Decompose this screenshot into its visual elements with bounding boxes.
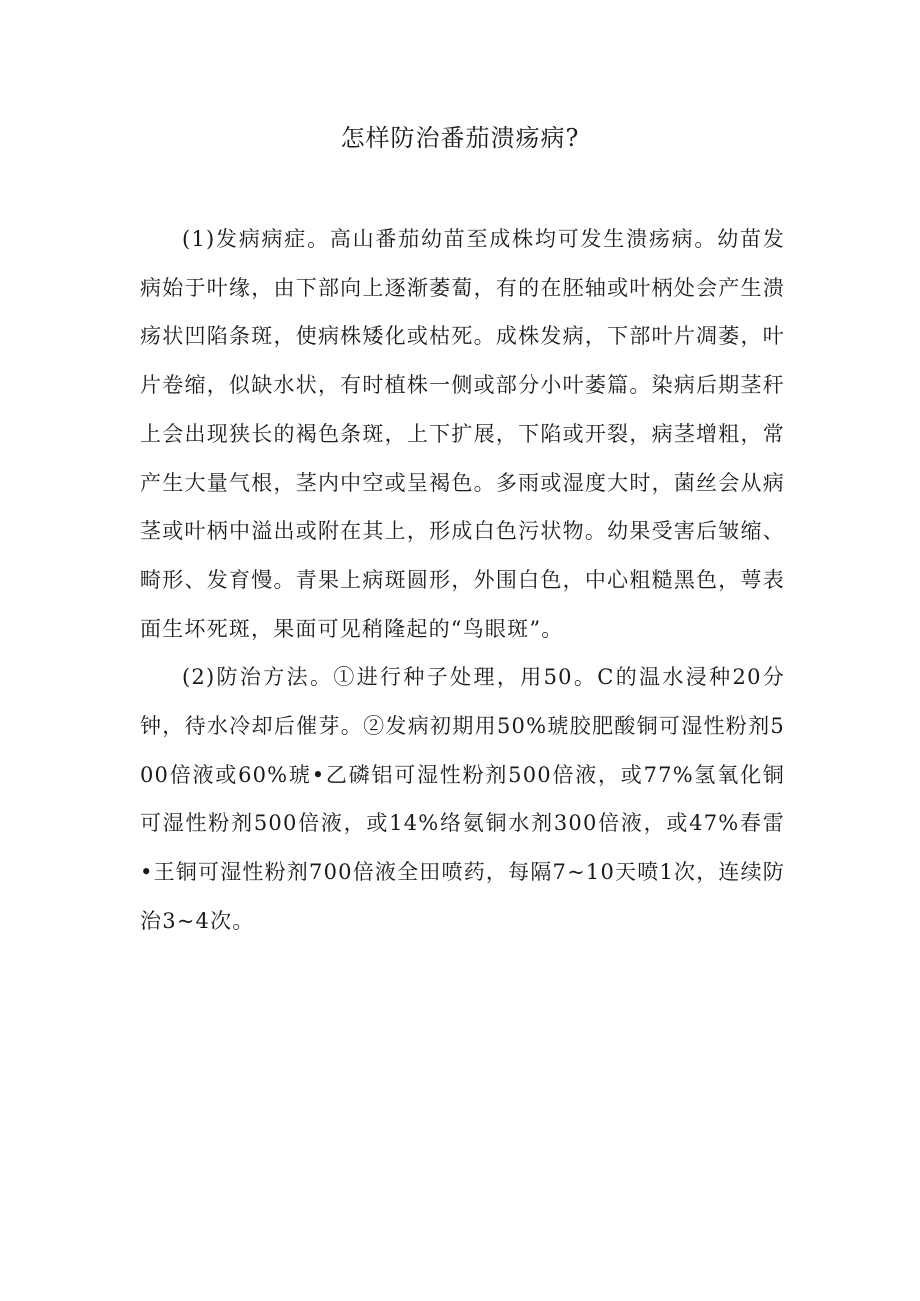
paragraph-control-methods: (2)防治方法。①进行种子处理，用50。C的温水浸种20分钟，待水冷却后催芽。②发病初期用50%琥胶肥酸铜可湿性粉剂500倍液或60%琥•乙磷铝可湿性粉剂500倍液，或77%氢氧化铜可湿性粉剂500倍液，或14%络氨铜水剂300倍液，或47%春雷•王铜可湿性粉剂700倍液全田喷药，每隔7~10天喷1次，连续防治3~4次。 [140, 665, 785, 933]
paragraph-symptoms: (1)发病病症。高山番茄幼苗至成株均可发生溃疡病。幼苗发病始于叶缘，由下部向上逐渐萎蔔，有的在胚轴或叶柄处会产生溃疡状凹陷条斑，使病株矮化或枯死。成株发病，下部叶片凋萎，叶片卷缩，似缺水状，有时植株一侧或部分小叶萎篇。染病后期茎秆上会出现狭长的褐色条斑，上下扩展，下陷或开裂，病茎增粗，常产生大量气根，茎内中空或呈褐色。多雨或湿度大时，菌丝会从病茎或叶柄中溢出或附在其上，形成白色污状物。幼果受害后皱缩、畸形、发育慢。青果上病斑圆形，外围白色，中心粗糙黑色，萼表面生坏死斑，果面可见稍隆起的“鸟眼斑”。 [140, 227, 785, 641]
document-title: 怎样防治番茄溃疡病? [340, 124, 580, 152]
document-body [140, 215, 785, 946]
